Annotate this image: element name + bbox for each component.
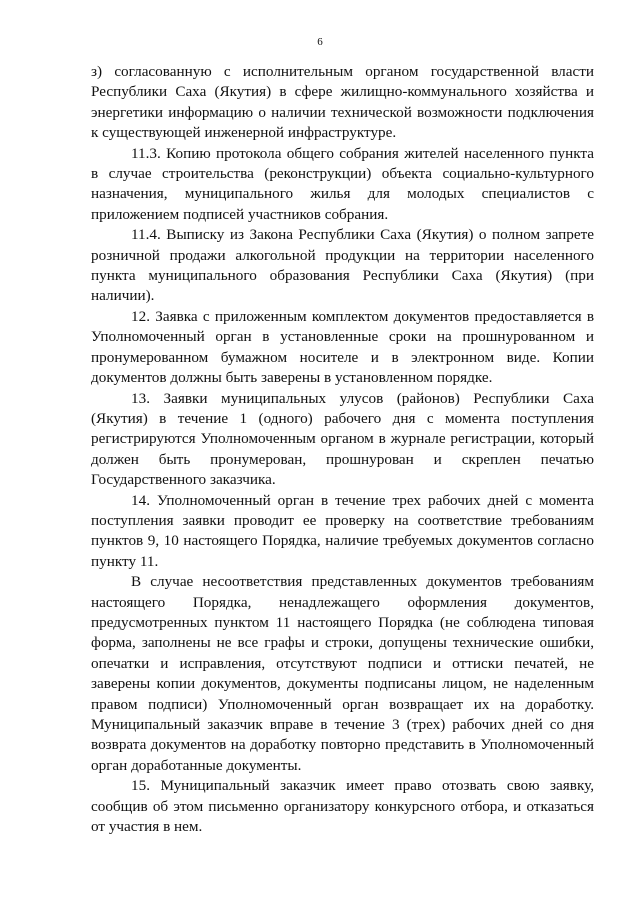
paragraph-15: 15. Муниципальный заказчик имеет право отозвать свою заявку, сообщив об этом письменно организатору конкурсного отбора, и отказаться от участия в нем.: [91, 777, 594, 836]
paragraph-14-return: В случае несоответствия представленных документов требованиям настоящего Порядка, ненадлежащего оформления документов, предусмотренных пунктом 11 настоящего Порядка (не соблюдена типовая форма, заполнены не все графы и строки, допущены технические ошибки, опечатки и исправления, отсутствуют подписи и оттиски печатей, не заверены копии документов, документы подписаны лицом, не наделенным правом подписи) Уполномоченный орган возвращает их на доработку. Муниципальный заказчик вправе в течение 3 (трех) рабочих дней со дня возврата документов на доработку повторно представить в Уполномоченный орган доработанные документы.: [91, 573, 594, 774]
paragraph-11-3: 11.3. Копию протокола общего собрания жителей населенного пункта в случае строительства (реконструкции) объекта социально-культурного назначения, муниципального жилья для молодых специалистов с приложением подписей участников собрания.: [91, 144, 594, 223]
paragraph-12: 12. Заявка с приложенным комплектом документов предоставляется в Уполномоченный орган в установленные сроки на прошнурованном и пронумерованном бумажном носителе и в электронном виде. Копии документов должны быть заверены в установленном порядке.: [91, 307, 594, 387]
paragraph-item-z: з) согласованную с исполнительным органом государственной власти Республики Саха (Якутия) в сфере жилищно-коммунального хозяйства и энергетики информацию о наличии технической возможности подключения к существующей инженерной инфраструктуре.: [91, 63, 594, 142]
document-body: [91, 62, 594, 837]
paragraph-13: 13. Заявки муниципальных улусов (районов) Республики Саха (Якутия) в течение 1 (одного) рабочего дня с момента поступления регистрируются Уполномоченным органом в журнале регистрации, который должен быть пронумерован, прошнурован и скреплен печатью Государственного заказчика.: [91, 389, 594, 489]
paragraph-14: 14. Уполномоченный орган в течение трех рабочих дней с момента поступления заявки проводит ее проверку на соответствие требованиям пунктов 9, 10 настоящего Порядка, наличие требуемых документов согласно пункту 11.: [91, 491, 594, 570]
paragraph-11-4: 11.4. Выписку из Закона Республики Саха (Якутия) о полном запрете розничной продажи алкогольной продукции на территории населенного пункта муниципального образования Республики Саха (Якутия) (при наличии).: [91, 226, 594, 305]
page-number: 6: [317, 36, 323, 48]
